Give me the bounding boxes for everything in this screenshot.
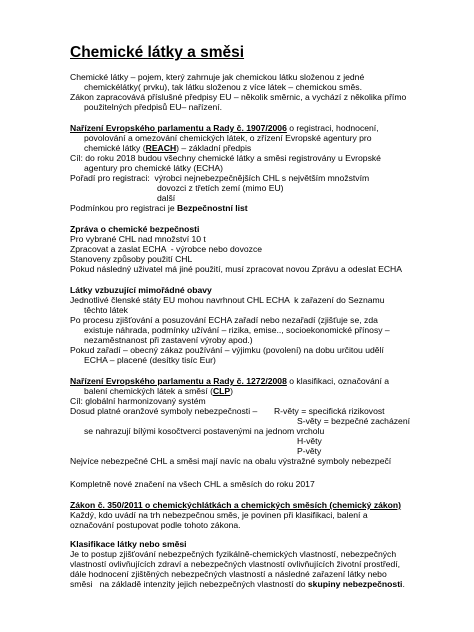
klasifikace-line-2: vlastností ovlivňujících zdraví a nebezpečných vlastností ovlivňujících životní prostředí,	[70, 559, 401, 569]
reach-line-3	[84, 143, 251, 153]
svhc-line-1: Jednotlivé členské státy EU mohou navrhnout CHL ECHA k zařazení do Seznamu	[70, 295, 385, 305]
svhc-line-2: těchto látek	[84, 305, 128, 315]
clp-line-8: P-věty	[297, 446, 322, 456]
clp-heading-line	[70, 376, 389, 386]
zprava-line-3: Stanoveny způsoby použití CHL	[70, 254, 193, 264]
svhc-line-3: Po procesu zjišťování a posuzování ECHA zařadí nebo nezařadí (zjišťuje se, zda	[70, 315, 378, 325]
clp-line-10: Kompletně nové značení na všech CHL a směsích do roku 2017	[70, 479, 315, 489]
reach-line-6: Pořadí pro registraci: výrobci nejnebezpečnějších CHL s největším množstvím	[70, 173, 370, 183]
clp-heading-rest: o klasifikaci, označování a	[286, 376, 390, 386]
zprava-line-4: Pokud následný uživatel má jiné použití, musí zpracovat novou Zprávu a odeslat ECHA	[70, 264, 402, 274]
zakon-heading: Zákon č. 350/2011 o chemickýchlátkách a chemických směsích (chemický zákon)	[70, 500, 402, 510]
reach-line-9	[70, 203, 248, 213]
clp-line-2-start: balení chemických látek a směsí (	[84, 386, 213, 396]
klasifikace-line-4-start: směsi na základě intenzity jejich nebezpečných vlastností do	[70, 579, 308, 589]
intro-line-2: chemickélátky( prvku), tak látku složenou z více látek – chemickou směs.	[84, 82, 362, 92]
reach-acronym: REACH	[145, 143, 177, 153]
clp-line-9: Nejvíce nebezpečné CHL a směsi mají navíc na obalu výstražné symboly nebezpečí	[70, 456, 392, 466]
clp-line-3: Cíl: globální harmonizovaný systém	[70, 396, 206, 406]
svhc-line-5: nezaměstnanost při zastavení výroby apod.)	[84, 335, 253, 345]
zprava-line-1: Pro vybrané CHL nad množství 10 t	[70, 234, 206, 244]
klasifikace-line-3: dále hodnocení zjištěných nebezpečných vlastností a následné zařazení látky nebo	[70, 569, 387, 579]
klasifikace-line-1: Je to postup zjišťování nebezpečných fyzikálně-chemických vlastností, nebezpečných	[70, 549, 397, 559]
clp-heading: Nařízení Evropského parlamentu a Rady č. 1272/2008	[70, 376, 287, 386]
svhc-heading: Látky vzbuzující mimořádné obavy	[70, 285, 212, 295]
clp-acronym: CLP	[212, 386, 231, 396]
reach-heading-rest: o registraci, hodnocení,	[286, 123, 379, 133]
clp-line-2	[84, 386, 233, 396]
reach-line-8: další	[157, 193, 176, 203]
klasifikace-line-4	[70, 579, 405, 589]
klasifikace-line-4-end: .	[402, 579, 405, 589]
reach-line-3-start: chemické látky (	[84, 143, 146, 153]
zakon-line-2: označování postupovat podle tohoto zákona.	[70, 520, 241, 530]
clp-line-5: S-věty = bezpečné zacházení	[297, 416, 410, 426]
reach-line-9-start: Podmínkou pro registraci je	[70, 203, 177, 213]
svhc-line-7: ECHA – placené (desítky tisíc Eur)	[84, 355, 216, 365]
clp-line-6: se nahrazují bílými kosočtverci postavenými na jednom vrcholu	[84, 426, 325, 436]
intro-line-1: Chemické látky – pojem, který zahrnuje jak chemickou látku složenou z jedné	[70, 72, 365, 82]
zprava-line-2: Zpracovat a zaslat ECHA - výrobce nebo dovozce	[70, 244, 263, 254]
reach-heading-line	[70, 123, 379, 133]
reach-line-7: dovozci z třetích zemí (mimo EU)	[157, 183, 284, 193]
reach-line-5: agentury pro chemické látky (ECHA)	[84, 163, 223, 173]
klasifikace-heading: Klasifikace látky nebo směsi	[70, 539, 187, 549]
hazard-group-term: skupiny nebezpečnosti	[307, 579, 403, 589]
page-title: Chemické látky a směsi	[70, 44, 245, 61]
intro-line-4: použitelných předpisů EU– nařízení.	[84, 102, 223, 112]
svhc-line-4: existuje náhrada, podmínky užívání – rizika, emise.., socioekonomické přínosy –	[84, 325, 390, 335]
clp-line-7: H-věty	[297, 436, 322, 446]
zakon-line-1: Každý, kdo uvádí na trh nebezpečnou směs, je povinen při klasifikaci, balení a	[70, 510, 368, 520]
svhc-line-6: Pokud zařadí – obecný zákaz používání – výjimku (povolení) na dobu určitou udělí	[70, 345, 384, 355]
reach-line-2: povolování a omezování chemických látek, o zřízení Evropské agentury pro	[84, 133, 372, 143]
reach-line-4: Cíl: do roku 2018 budou všechny chemické látky a směsi registrovány u Evropské	[70, 153, 381, 163]
safety-data-sheet-term: Bezpečnostní list	[177, 203, 248, 213]
clp-line-2-end: )	[230, 386, 234, 396]
reach-line-3-end: ) – základní předpis	[176, 143, 252, 153]
reach-heading: Nařízení Evropského parlamentu a Rady č. 1907/2006	[70, 123, 287, 133]
intro-line-3: Zákon zapracovává příslušné předpisy EU – několik směrnic, a vychází z několika přímo	[70, 92, 407, 102]
clp-line-4: Dosud platné oranžové symboly nebezpečnosti – R-věty = specifická rizikovost	[70, 406, 385, 416]
zprava-heading: Zpráva o chemické bezpečnosti	[70, 224, 200, 234]
